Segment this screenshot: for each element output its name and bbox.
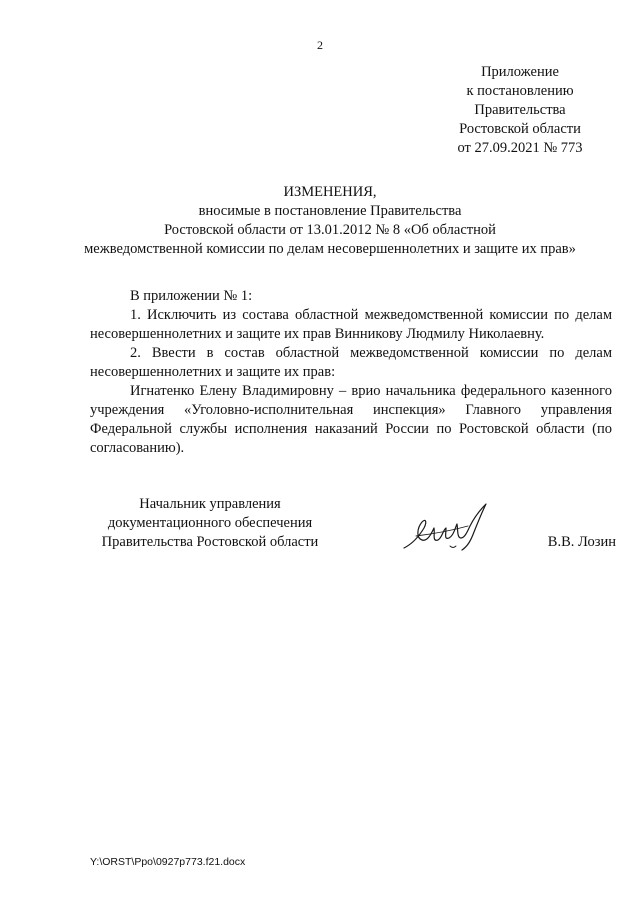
heading-line: межведомственной комиссии по делам несовершеннолетних и защите их прав» bbox=[84, 241, 576, 257]
body-item-2: 2. Ввести в состав областной межведомственной комиссии по делам несовершеннолетних и защите их прав: bbox=[90, 345, 612, 380]
signatory-name: В.В. Лозин bbox=[547, 534, 616, 550]
heading-line: вносимые в постановление Правительства bbox=[198, 203, 462, 219]
appendix-line: Ростовской области bbox=[459, 121, 581, 137]
document-body bbox=[90, 287, 612, 458]
body-intro: В приложении № 1: bbox=[130, 288, 253, 304]
signatory-position bbox=[80, 495, 340, 552]
body-item-1: 1. Исключить из состава областной межведомственной комиссии по делам несовершеннолетних и защите их прав Винникову Людмилу Николаевну. bbox=[90, 307, 612, 342]
file-path-footer: Y:\ORST\Ppo\0927p773.f21.docx bbox=[90, 856, 246, 868]
appendix-line: к постановлению bbox=[466, 83, 574, 99]
appendix-line: от 27.09.2021 № 773 bbox=[457, 140, 583, 156]
heading-line: Ростовской области от 13.01.2012 № 8 «Об областной bbox=[164, 222, 496, 238]
appendix-line: Приложение bbox=[481, 64, 559, 80]
handwritten-signature bbox=[402, 498, 502, 558]
document-heading bbox=[60, 183, 600, 259]
appendix-reference bbox=[420, 63, 620, 158]
heading-title: ИЗМЕНЕНИЯ, bbox=[283, 184, 377, 200]
page-number: 2 bbox=[317, 38, 323, 52]
position-line: Правительства Ростовской области bbox=[101, 534, 319, 550]
body-item-2-detail: Игнатенко Елену Владимировну – врио начальника федерального казенного учреждения «Уголовно-исполнительная инспекция» Главного управления Федеральной службы исполнения наказаний России по Ростовской области (по согласованию). bbox=[90, 383, 612, 456]
appendix-line: Правительства bbox=[474, 102, 566, 118]
position-line: документационного обеспечения bbox=[107, 515, 313, 531]
position-line: Начальник управления bbox=[139, 496, 281, 512]
